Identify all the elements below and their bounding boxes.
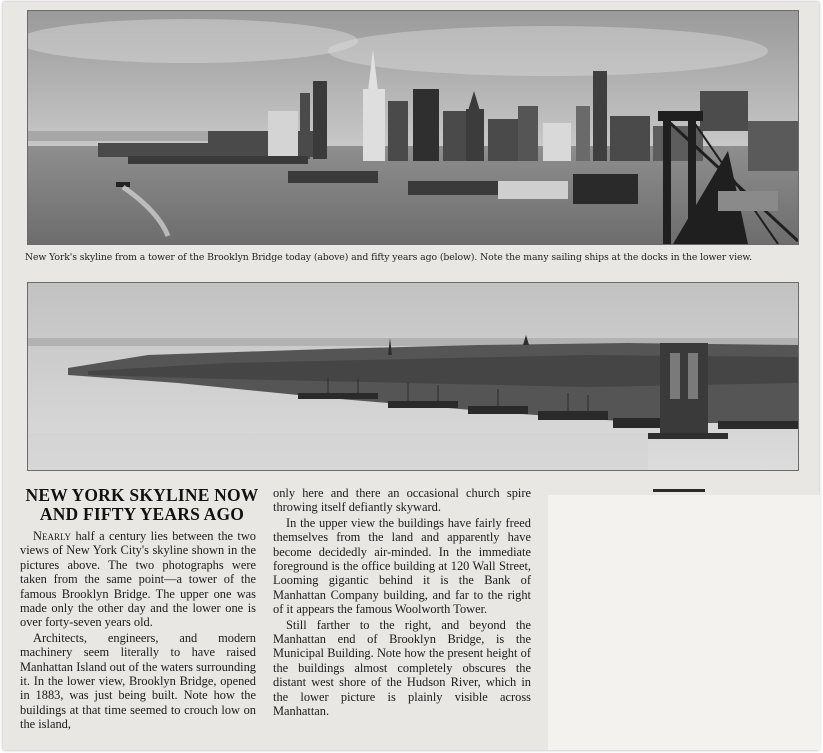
article-headline <box>17 486 267 524</box>
article-column-1 <box>20 529 256 733</box>
headline-line-2: AND FIFTY YEARS AGO <box>39 504 245 524</box>
blank-margin-area <box>548 495 820 750</box>
paragraph-1: Nearly half a century lies between the two views of New York City's skyline shown in the pictures above. The two photographs were taken from the same point—a tower of the famous Brooklyn Bridge. The upper one was made only the other day and the lower one is over forty-seven years old. <box>20 529 256 630</box>
skyline-today-image <box>28 11 798 244</box>
decorative-rule <box>653 489 705 492</box>
magazine-page <box>3 2 819 750</box>
article-column-2 <box>273 486 531 720</box>
paragraph-continued: only here and there an occasional church spire throwing itself defiantly skyward. <box>273 486 531 515</box>
photo-caption: New York's skyline from a tower of the Brooklyn Bridge today (above) and fifty years ago (below). Note the many sailing ships at the docks in the lower view. <box>25 252 752 263</box>
dropcap-word: Nearly <box>33 529 72 543</box>
paragraph-2: Architects, engineers, and modern machinery seem literally to have raised Manhattan Island out of the waters surrounding it. In the lower view, Brooklyn Bridge, opened in 1883, was just being built. Note how the buildings at that time seemed to crouch low on the island, <box>20 630 256 732</box>
paragraph-4: Still farther to the right, and beyond the Manhattan end of Brooklyn Bridge, is the Municipal Building. Note how the present height of the buildings almost completely obscures the distant west shore of the Hudson River, which in the lower picture is plainly visible across Manhattan. <box>273 617 531 719</box>
skyline-photo-today <box>27 10 799 245</box>
skyline-photo-fifty-years-ago <box>27 282 799 471</box>
headline-line-1: NEW YORK SKYLINE NOW <box>25 485 259 505</box>
paragraph-3: In the upper view the buildings have fairly freed themselves from the land and apparently have become decidedly air-minded. In the immediate foreground is the office building at 120 Wall Street, Looming gigantic behind it is the Bank of Manhattan Company building, and far to the right of it appears the famous Woolworth Tower. <box>273 515 531 617</box>
skyline-past-image <box>28 283 798 470</box>
